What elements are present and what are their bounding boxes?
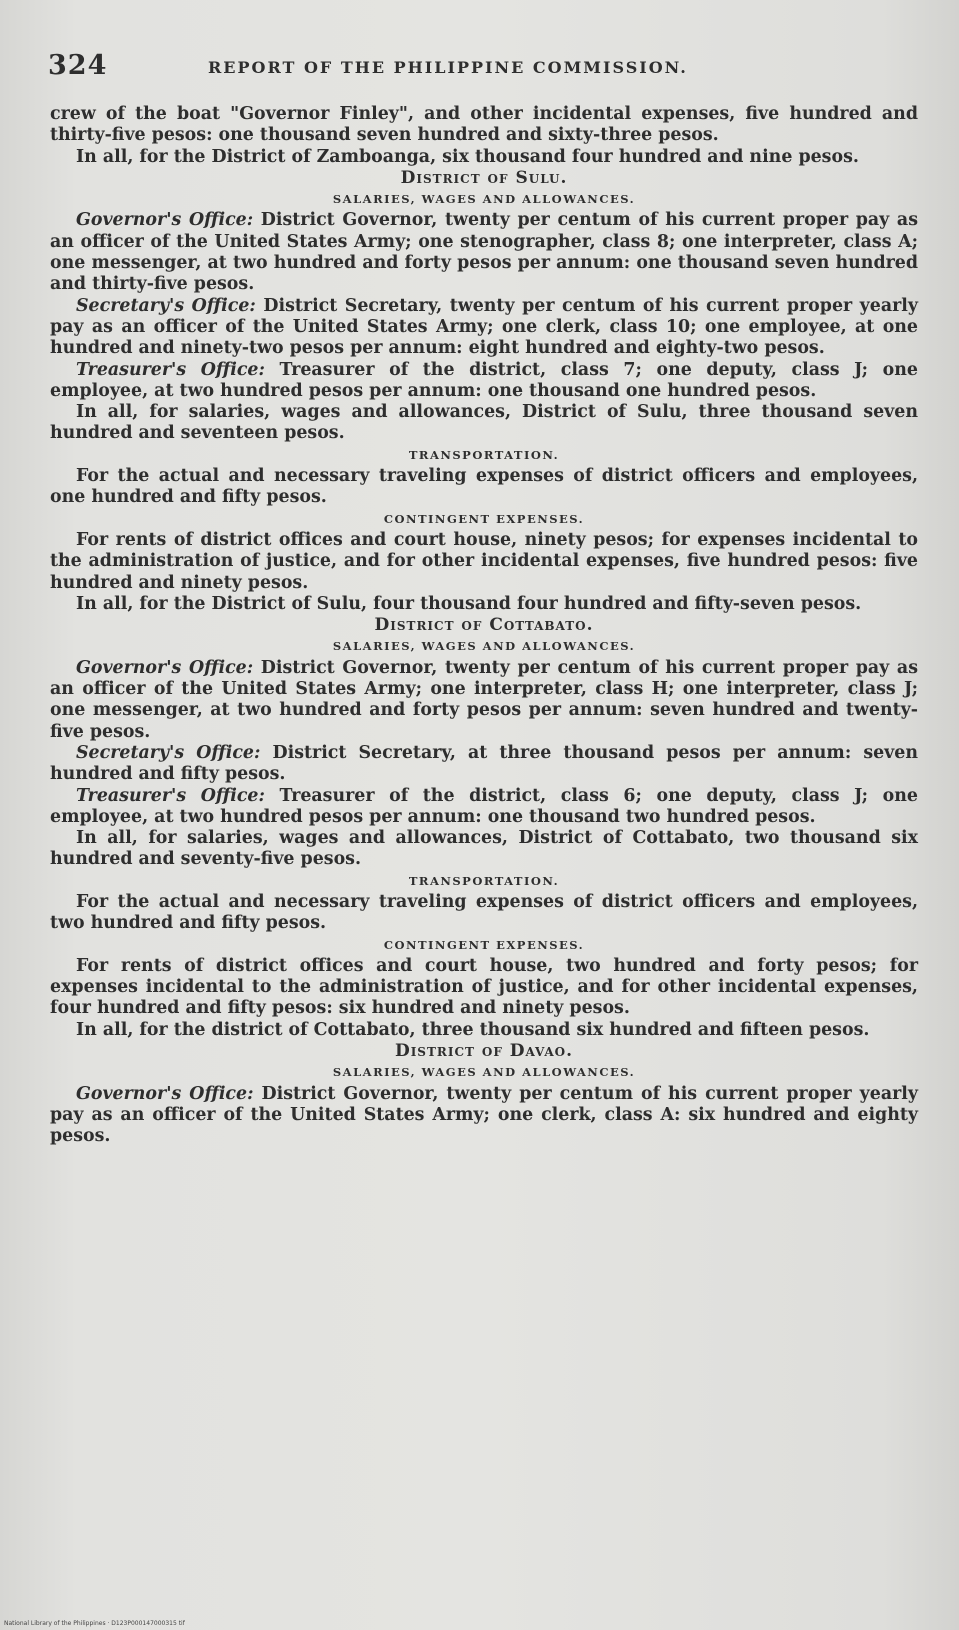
zamboanga-total: In all, for the District of Zamboanga, six thousand four hundred and nine pesos. [76,146,859,167]
sulu-contingent-text: For rents of district offices and court house, ninety pesos; for expenses incidental to the administration of justice, and for other incidental expenses, five hundred pesos: five hundred and ninety pesos. [50,529,918,593]
sulu-contingent-heading: CONTINGENT EXPENSES. [383,511,585,526]
office-label: Secretary's Office: [76,742,261,763]
cottabato-salaries-total: In all, for salaries, wages and allowances, District of Cottabato, two thousand six hundred and seventy-five pesos. [50,828,918,870]
cottabato-secretary-paragraph [50,743,918,786]
district-heading-davao: District of Davao. [394,1041,574,1062]
cottabato-contingent-text: For rents of district offices and court house, two hundred and forty pesos; for expenses incidental to the administration of justice, and for other incidental expenses, four hundred and fifty pesos: six hundred and ninety pesos. [50,955,918,1019]
page-header [48,50,918,90]
cottabato-governor-paragraph [50,658,918,743]
office-label: Governor's Office: [76,657,254,678]
zamboanga-continuation: crew of the boat "Governor Finley", and other incidental expenses, five hundred and thirty-five pesos: one thousand seven hundred and sixty-three pesos. [50,104,918,146]
sulu-salaries-heading: SALARIES, WAGES AND ALLOWANCES. [332,192,636,207]
cottabato-transportation-heading: TRANSPORTATION. [408,873,560,888]
office-label: Governor's Office: [76,210,254,231]
office-label: Treasurer's Office: [76,785,265,806]
document-body [50,104,918,1148]
paragraph-text: District Governor, twenty per centum of his current proper pay as an officer of the United States Army; one stenographer, class 8; one interpreter, class A; one messenger, at two hundred and forty pesos per annum: one thousand seven hundred and thirty-five pesos. [50,210,918,295]
running-head: REPORT OF THE PHILIPPINE COMMISSION. [208,58,688,77]
cottabato-total: In all, for the district of Cottabato, three thousand six hundred and fifteen pesos. [76,1019,870,1040]
paragraph-text: District Secretary, at three thousand pesos per annum: seven hundred and fifty pesos. [50,742,918,785]
district-heading-cottabato: District of Cottabato. [374,615,594,636]
paragraph-text: District Secretary, twenty per centum of his current proper yearly pay as an officer of the United States Army; one clerk, class 10; one employee, at one hundred and ninety-two pesos per annum: eight hundred and eighty-two pesos. [50,295,918,359]
paragraph-text: District Governor, twenty per centum of his current proper yearly pay as an officer of the United States Army; one clerk, class A: six hundred and eighty pesos. [50,1083,918,1147]
davao-governor-paragraph [50,1084,918,1148]
office-label: Treasurer's Office: [76,359,265,380]
sulu-treasurer-paragraph [50,360,918,403]
page-number: 324 [48,50,108,81]
sulu-total: In all, for the District of Sulu, four thousand four hundred and fifty-seven pesos. [76,593,862,614]
office-label: Secretary's Office: [76,295,256,316]
sulu-secretary-paragraph [50,296,918,360]
paragraph-text: Treasurer of the district, class 7; one deputy, class J; one employee, at two hundred pesos per annum: one thousand one hundred pesos. [50,359,918,401]
davao-salaries-heading: SALARIES, WAGES AND ALLOWANCES. [332,1065,636,1080]
cottabato-salaries-heading: SALARIES, WAGES AND ALLOWANCES. [332,639,636,654]
cottabato-contingent-heading: CONTINGENT EXPENSES. [383,937,585,952]
paragraph-text: Treasurer of the district, class 6; one deputy, class J; one employee, at two hundred pesos per annum: one thousand two hundred pesos. [50,785,918,827]
cottabato-transportation-text: For the actual and necessary traveling expenses of district officers and employees, two hundred and fifty pesos. [50,891,918,934]
paragraph-text: District Governor, twenty per centum of his current proper pay as an officer of the United States Army; one interpreter, class H; one interpreter, class J; one messenger, at two hundred and forty pesos per annum: seven hundred and twenty-five pesos. [50,657,918,742]
office-label: Governor's Office: [76,1083,254,1104]
sulu-transportation-heading: TRANSPORTATION. [408,447,560,462]
district-heading-sulu: District of Sulu. [400,167,568,188]
cottabato-treasurer-paragraph [50,786,918,829]
sulu-transportation-text: For the actual and necessary traveling expenses of district officers and employees, one hundred and fifty pesos. [50,466,918,508]
sulu-governor-paragraph [50,210,918,295]
sulu-salaries-total: In all, for salaries, wages and allowances, District of Sulu, three thousand seven hundred and seventeen pesos. [50,402,918,444]
scan-credit: National Library of the Philippines · D123P000147000315 tif [4,1620,185,1627]
